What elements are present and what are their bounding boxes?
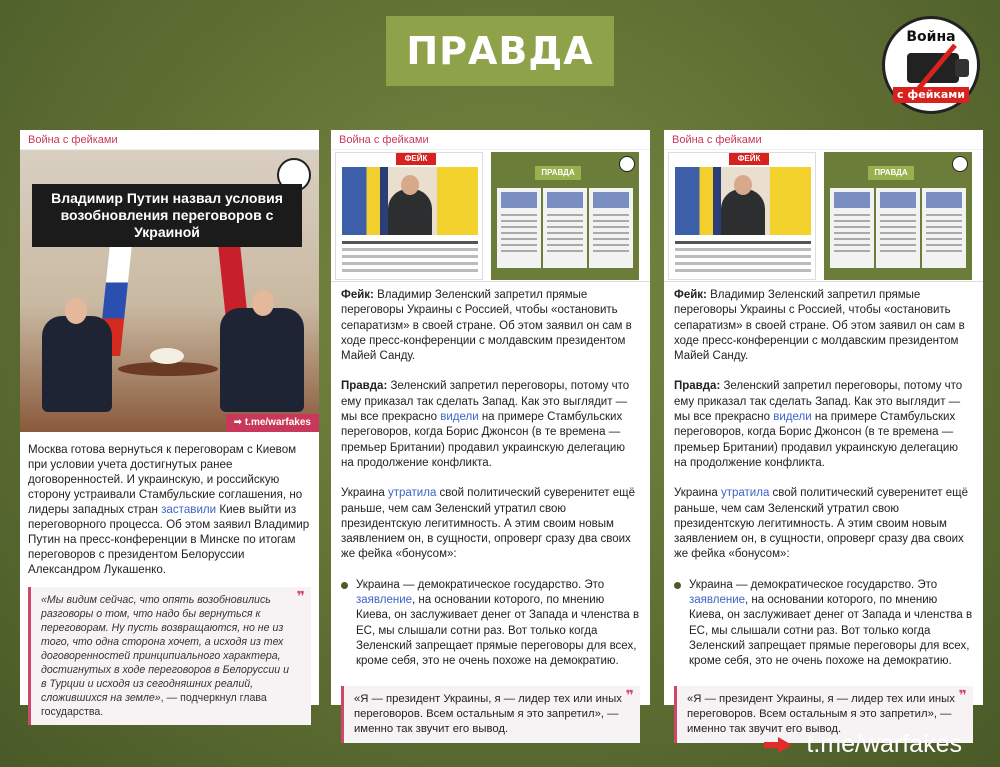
lost-link[interactable]: утратила	[387, 487, 437, 500]
post-text-part: Москва готова вернуться к переговорам с Киевом при условии учета достигнутых ранее договоренностей. И украинскую, и российскую сторону устраивали Стамбульские соглашения, но лидеры западных стран	[28, 443, 303, 516]
sub-screenshot	[830, 188, 874, 268]
fake-text: Владимир Зеленский запретил прямые переговоры Украины с Россией, чтобы «остановить сепаратизм» в своей стране. Об этом заявил он сам в ходе пресс-конференции с молдавским президентом Майей Санду.	[674, 289, 965, 363]
bullet-text-part: Украина — демократическое государство. Это	[689, 578, 938, 591]
fake-thumbnail[interactable]	[335, 152, 483, 280]
post-card-putin	[20, 130, 319, 718]
post-text-part: Киев выйти из переговорного процесса. Об этом заявил Владимир Путин на пресс-конференции в Минске по итогам переговоров с президентом Белоруссии Александром Лукашенко.	[28, 503, 310, 576]
arrow-right-icon	[764, 739, 790, 751]
fake-text: Владимир Зеленский запретил прямые переговоры Украины с Россией, чтобы «остановить сепаратизм» в своей стране. Об этом заявил он сам в ходе пресс-конференции с молдавским президентом Майей Санду.	[341, 289, 632, 363]
bullet-text	[689, 578, 973, 670]
text-lines	[675, 241, 811, 276]
post-card-zelensky-2	[664, 130, 983, 735]
statement-link[interactable]: заявление	[689, 594, 746, 607]
truth-paragraph	[674, 379, 973, 471]
bullet-item	[341, 578, 640, 670]
fake-tag: ФЕЙК	[729, 153, 769, 165]
para-text: Украина	[341, 487, 388, 500]
sovereignty-paragraph	[341, 486, 640, 562]
truth-text: на примере Стамбульских переговоров, когда Борис Джонсон (в те времена — премьер Британии) продавил украинскую делегацию на продолжение конфликта.	[674, 411, 958, 469]
mini-logo-icon	[952, 156, 968, 172]
sub-screenshot	[922, 188, 966, 268]
lost-link[interactable]: утратила	[720, 487, 770, 500]
fake-thumbnail[interactable]	[668, 152, 816, 280]
truth-text: на примере Стамбульских переговоров, когда Борис Джонсон (в те времена — премьер Британии) продавил украинскую делегацию на продолжение конфликта.	[341, 411, 625, 469]
war-with-fakes-logo	[882, 16, 980, 114]
photo-headline: Владимир Путин назвал условия возобновления переговоров с Украиной	[32, 184, 302, 247]
truth-label: Правда:	[341, 380, 388, 393]
para-text: Украина	[674, 487, 721, 500]
thumbnail-row	[331, 150, 650, 282]
bullet-icon	[674, 582, 681, 589]
pravda-tag: ПРАВДА	[868, 166, 914, 180]
person-left-image	[42, 316, 112, 412]
fake-label: Фейк:	[341, 289, 374, 301]
photo-channel-link[interactable]	[226, 414, 319, 432]
speaker-head	[734, 175, 752, 195]
quote-text: «Я — президент Украины, я — лидер тех или иных переговоров. Всем остальным я это запретил», — именно так звучит его вывод.	[687, 692, 955, 735]
flowers-image	[150, 348, 184, 364]
speaker-image	[388, 189, 432, 235]
photo-channel-link-text: t.me/warfakes	[244, 417, 311, 428]
card-channel-name: Война с фейками	[20, 130, 319, 150]
page-title: ПРАВДА	[386, 16, 614, 86]
bullet-text-part: , на основании которого, по мнению Киева, он заслуживает денег от Запада и членства в ЕС, мы слышали сотни раз. Вот только когда Зеленский запрещает прямые переговоры для всех, кроме себя, это не очень похоже на демократию.	[689, 594, 973, 668]
text-lines	[342, 241, 478, 276]
saw-link[interactable]: видели	[773, 411, 812, 424]
truth-paragraph	[341, 379, 640, 471]
speaker-head	[401, 175, 419, 195]
speaker-image	[721, 189, 765, 235]
card-channel-name: Война с фейками	[664, 130, 983, 150]
person-left-head	[65, 298, 87, 324]
fake-label: Фейк:	[674, 289, 707, 301]
sub-screenshot	[876, 188, 920, 268]
sub-screenshot	[497, 188, 541, 268]
post-text	[20, 432, 319, 735]
forced-link[interactable]: заставили	[161, 503, 217, 516]
bullet-text-part: , на основании которого, по мнению Киева, он заслуживает денег от Запада и членства в ЕС, мы слышали сотни раз. Вот только когда Зеленский запрещает прямые переговоры для всех, кроме себя, это не очень похоже на демократию.	[356, 594, 640, 668]
logo-bottom-text: с фейками	[893, 87, 969, 103]
sub-screenshot	[543, 188, 587, 268]
fake-paragraph	[674, 288, 973, 364]
quote-text: «Мы видим сейчас, что опять возобновились разговоры о том, что надо бы вернуться к переговорам. Ну пусть возвращаются, но не из того, что одна сторона хочет, а исходя из тех договоренностей принципиального характера, достигнутых в ходе переговоров в Белоруссии и в Турции и исходя из сегодняшних реалий, сложившихся на земле»	[41, 594, 289, 704]
arrow-icon: ➡	[233, 417, 245, 428]
bullet-text	[356, 578, 640, 670]
pravda-tag: ПРАВДА	[535, 166, 581, 180]
statement-link[interactable]: заявление	[356, 594, 413, 607]
quote-tail: , — подчеркнул глава государства.	[41, 692, 267, 718]
para-text: свой политический суверенитет ещё раньше, чем сам Зеленский утратил свою президентскую легитимность. А этим своим новым заявлением он, в сущности, опроверг сразу два своих же фейка «бонусом»:	[341, 487, 635, 561]
truth-label: Правда:	[674, 380, 721, 393]
post-text	[664, 282, 983, 749]
bullet-text-part: Украина — демократическое государство. Это	[356, 578, 605, 591]
pravda-thumbnail[interactable]	[491, 152, 639, 280]
footer-link-text: t.me/warfakes	[806, 730, 962, 758]
quote-mark-icon: ❞	[296, 588, 305, 604]
person-right-head	[252, 290, 274, 316]
quote-mark-icon: ❞	[958, 686, 967, 703]
post-text	[331, 282, 650, 749]
quote-text: «Я — президент Украины, я — лидер тех или иных переговоров. Всем остальным я это запретил», — именно так звучит его вывод.	[354, 692, 622, 735]
person-right-image	[220, 308, 304, 412]
bullet-item	[674, 578, 973, 670]
truth-text: Зеленский запретил переговоры, потому что ему приказал так сделать Запад. Как это выглядит — мы все прекрасно	[341, 380, 630, 424]
quote-mark-icon: ❞	[625, 686, 634, 703]
logo-top-text: Война	[906, 29, 956, 45]
fake-paragraph	[341, 288, 640, 364]
table-image	[118, 362, 218, 376]
card-channel-name: Война с фейками	[331, 130, 650, 150]
para-text: свой политический суверенитет ещё раньше, чем сам Зеленский утратил свою президентскую легитимность. А этим своим новым заявлением он, в сущности, опроверг сразу два своих же фейка «бонусом»:	[674, 487, 968, 561]
bullet-icon	[341, 582, 348, 589]
truth-text: Зеленский запретил переговоры, потому что ему приказал так сделать Запад. Как это выглядит — мы все прекрасно	[674, 380, 963, 424]
sub-screenshot	[589, 188, 633, 268]
sovereignty-paragraph	[674, 486, 973, 562]
pravda-thumbnail[interactable]	[824, 152, 972, 280]
fake-tag: ФЕЙК	[396, 153, 436, 165]
post-card-zelensky-1	[331, 130, 650, 735]
quote-block	[28, 587, 311, 725]
footer-channel-link[interactable]	[764, 730, 962, 759]
thumbnail-row	[664, 150, 983, 282]
saw-link[interactable]: видели	[440, 411, 479, 424]
quote-block	[341, 686, 640, 743]
news-photo	[20, 150, 319, 432]
mini-logo-icon	[619, 156, 635, 172]
